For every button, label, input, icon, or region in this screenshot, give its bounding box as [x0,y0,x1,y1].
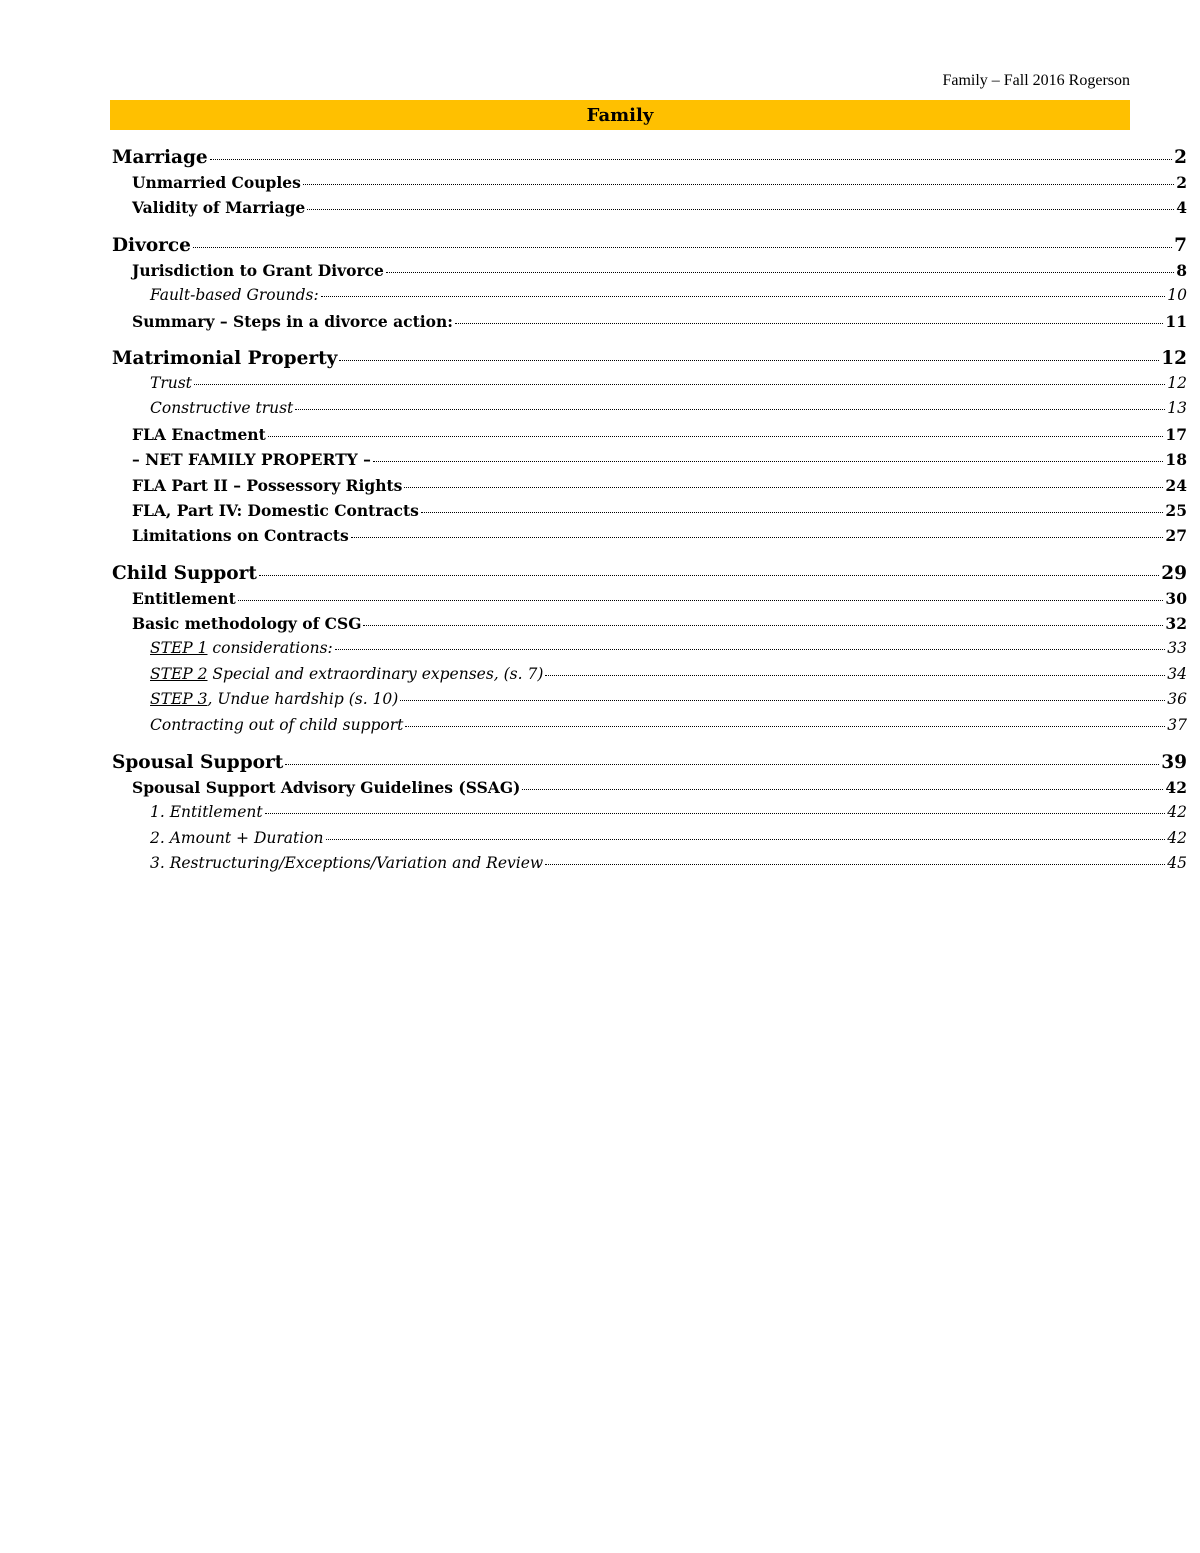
toc-page-number: 34 [1167,664,1187,683]
toc-leader-dots [545,863,1165,865]
running-header: Family – Fall 2016 Rogerson [942,72,1130,89]
toc-leader-dots [307,208,1174,210]
toc-entry-level-3[interactable] [112,826,1187,851]
toc-entry-label-text: Basic methodology of CSG [132,614,362,634]
toc-entry-label [112,233,191,258]
toc-entry-label-text: Spousal Support Advisory Guidelines (SSAG) [132,778,521,798]
toc-entry-level-1[interactable] [112,750,1187,775]
toc-entry-label [150,687,398,712]
toc-leader-dots [373,460,1164,462]
toc-page-number: 39 [1161,752,1187,774]
toc-entry-label-underlined: STEP 3 [150,690,208,709]
toc-entry-level-2[interactable] [112,611,1187,636]
toc-entry-level-3[interactable] [112,800,1187,825]
toc-entry-label-text: , Undue hardship (s. 10) [207,690,399,709]
toc-entry-level-1[interactable] [112,346,1187,371]
toc-leader-dots [303,183,1174,185]
toc-entry-label [132,447,371,472]
toc-entry-label-underlined: STEP 1 [150,639,208,658]
toc-entry-level-3[interactable] [112,662,1187,687]
toc-leader-dots [268,435,1164,437]
toc-entry-label-text: Marriage [112,147,208,168]
toc-entry-label-text: FLA Enactment [132,424,266,444]
toc-leader-dots [405,725,1165,727]
toc-entry-label-text: Unmarried Couples [132,173,301,192]
toc-entry-label [150,826,324,851]
toc-leader-dots [363,624,1163,626]
toc-entry-level-2[interactable] [112,586,1187,611]
toc-leader-dots [193,246,1172,248]
toc-entry-label [132,195,305,220]
toc-leader-dots [545,674,1165,676]
toc-entry-label [150,396,293,421]
toc-entry-label [150,713,403,738]
toc-entry-label-text: Validity of Marriage [132,198,306,218]
toc-leader-dots [386,271,1174,273]
toc-entry-label [132,170,301,195]
toc-leader-dots [522,788,1163,790]
toc-page-number: 30 [1165,588,1187,608]
toc-entry-level-2[interactable] [112,170,1187,195]
toc-entry-level-3[interactable] [112,636,1187,661]
toc-leader-dots [210,158,1172,160]
toc-entry-level-2[interactable] [112,523,1187,548]
toc-leader-dots [455,322,1163,324]
toc-page-number: 10 [1167,286,1187,305]
toc-leader-dots [339,359,1159,361]
toc-leader-dots [321,295,1166,297]
toc-entry-label [150,636,333,661]
toc-page-number: 18 [1165,450,1187,470]
toc-entry-label-text: Entitlement [132,588,236,608]
toc-entry-level-2[interactable] [112,498,1187,523]
toc-page-number: 2 [1176,173,1187,192]
toc-entry-label-text: Limitations on Contracts [132,526,349,546]
toc-entry-label-text: Spousal Support [112,752,284,774]
toc-entry-label [150,371,192,396]
toc-entry-label-text: Trust [150,373,192,392]
toc-entry-label-text: 1. Entitlement [150,803,263,822]
toc-leader-dots [265,812,1166,814]
toc-entry-level-2[interactable] [112,775,1187,800]
toc-page-number: 45 [1167,854,1187,873]
toc-entry-label [132,611,361,636]
toc-entry-label [112,145,208,170]
toc-page-number: 7 [1174,234,1187,256]
toc-leader-dots [335,648,1166,650]
toc-entry-level-2[interactable] [112,422,1187,447]
document-title: Family [110,100,1130,130]
toc-leader-dots [400,699,1165,701]
toc-entry-label-text: Jurisdiction to Grant Divorce [132,260,384,280]
toc-entry-label-text: Matrimonial Property [112,347,338,369]
toc-entry-level-2[interactable] [112,195,1187,220]
toc-entry-level-2[interactable] [112,473,1187,498]
toc-entry-label [150,800,263,825]
toc-page-number: 33 [1167,639,1187,658]
toc-leader-dots [404,486,1163,488]
toc-entry-label [132,309,453,334]
toc-entry-label [132,473,402,498]
toc-page-number: 42 [1167,803,1187,822]
toc-page-number: 25 [1165,500,1187,520]
toc-entry-label [132,258,384,283]
toc-entry-label [132,498,419,523]
toc-entry-label [132,775,520,800]
toc-entry-label-text: Contracting out of child support [150,715,404,734]
toc-page-number: 36 [1167,690,1187,709]
toc-leader-dots [285,763,1159,765]
toc-entry-label [112,346,337,371]
toc-entry-level-2[interactable] [112,258,1187,283]
toc-leader-dots [295,408,1165,410]
toc-page-number: 42 [1167,828,1187,847]
toc-entry-level-1[interactable] [112,233,1187,258]
toc-entry-level-1[interactable] [112,145,1187,170]
toc-leader-dots [194,383,1165,385]
toc-leader-dots [351,536,1164,538]
toc-entry-level-3[interactable] [112,851,1187,876]
toc-page-number: 12 [1161,347,1187,369]
toc-page-number: 32 [1165,614,1187,634]
toc-entry-label-text: Divorce [112,234,191,256]
toc-page-number: 37 [1167,715,1187,734]
toc-entry-level-3[interactable] [112,687,1187,712]
toc-entry-label [150,662,543,687]
toc-entry-label [150,851,543,876]
toc-entry-level-2[interactable] [112,447,1187,472]
toc-page-number: 2 [1174,147,1187,168]
toc-leader-dots [326,838,1166,840]
toc-entry-level-3[interactable] [112,371,1187,396]
toc-entry-label-text: Special and extraordinary expenses, (s. 7) [207,664,544,683]
table-of-contents [112,142,1187,877]
toc-entry-level-3[interactable] [112,713,1187,738]
toc-entry-level-2[interactable] [112,309,1187,334]
toc-entry-label-text: considerations: [207,639,333,658]
toc-entry-label-text: Constructive trust [150,399,294,418]
toc-leader-dots [421,511,1164,513]
toc-page-number: 8 [1176,260,1187,280]
toc-page-number: 11 [1165,311,1187,331]
toc-entry-label-text: Child Support [112,562,257,584]
toc-entry-label-text: 2. Amount + Duration [150,828,324,847]
toc-entry-label [132,523,349,548]
toc-entry-label-underlined: STEP 2 [150,664,208,683]
toc-entry-level-3[interactable] [112,283,1187,308]
toc-leader-dots [259,574,1159,576]
toc-page-number: 17 [1165,424,1187,444]
toc-entry-label-text: Fault-based Grounds: [150,286,319,305]
toc-entry-label-text: FLA Part II – Possessory Rights [132,475,403,495]
toc-page-number: 12 [1167,373,1187,392]
toc-entry-label-text: – NET FAMILY PROPERTY – [132,450,371,470]
toc-entry-label [150,283,319,308]
toc-page-number: 4 [1176,198,1187,218]
toc-page-number: 42 [1165,778,1187,798]
toc-page-number: 27 [1165,526,1187,546]
toc-entry-level-1[interactable] [112,561,1187,586]
toc-entry-label [132,422,266,447]
toc-entry-label-text: 3. Restructuring/Exceptions/Variation and Review [150,854,544,873]
toc-page-number: 24 [1165,475,1187,495]
toc-entry-level-3[interactable] [112,396,1187,421]
toc-entry-label-text: FLA, Part IV: Domestic Contracts [132,500,419,520]
toc-page-number: 13 [1167,399,1187,418]
toc-entry-label [112,750,283,775]
toc-entry-label [132,586,236,611]
toc-page-number: 29 [1161,562,1187,584]
toc-entry-label [112,561,257,586]
toc-entry-label-text: Summary – Steps in a divorce action: [132,311,453,331]
toc-leader-dots [238,599,1164,601]
